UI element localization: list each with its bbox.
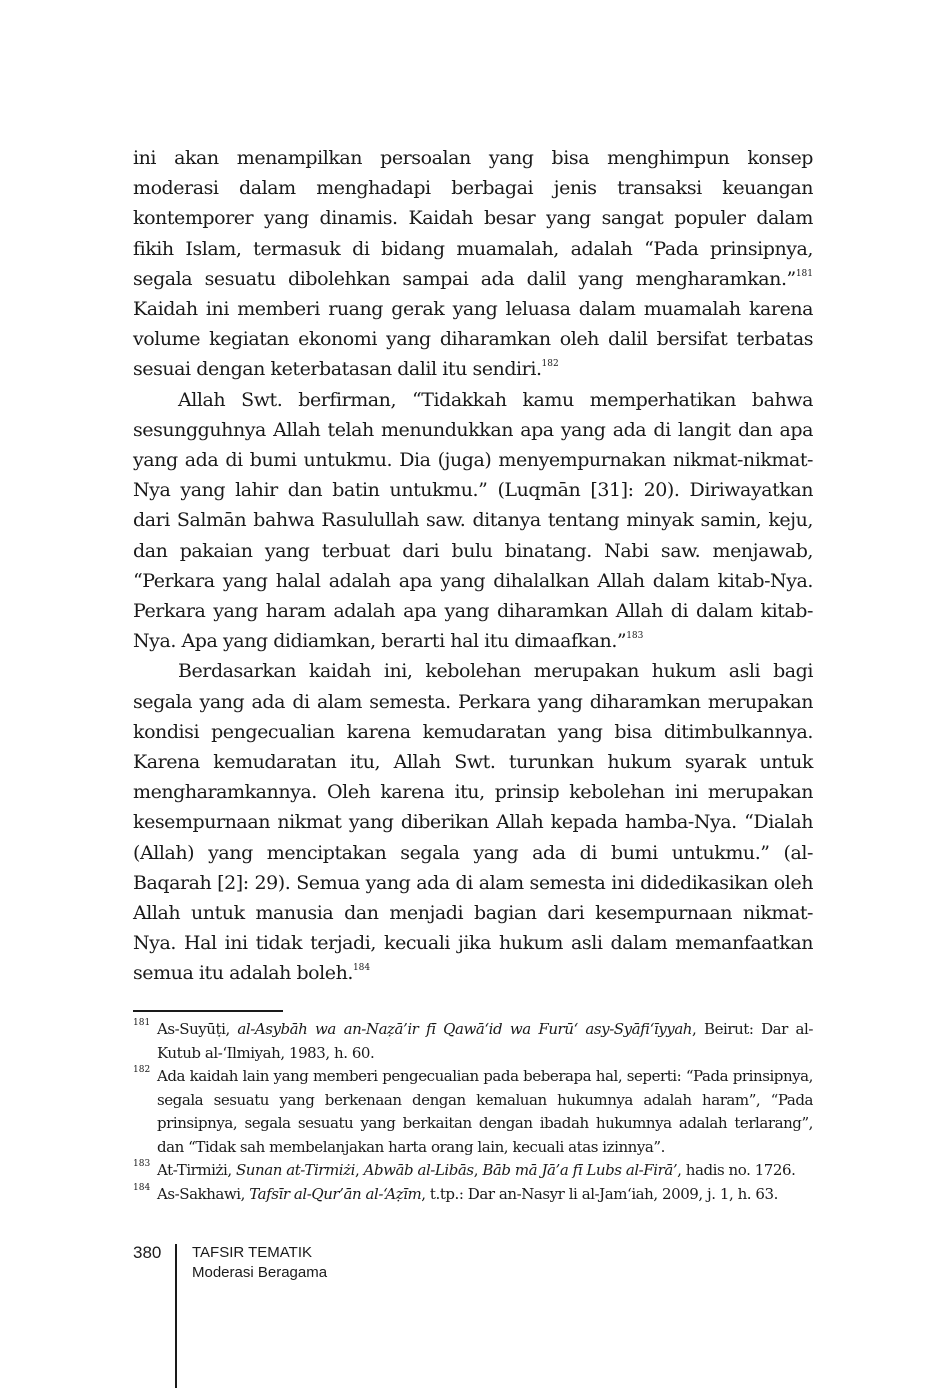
paragraph-text: Berdasarkan kaidah ini, kebolehan merupakan hukum asli bagi segala yang ada di alam semesta. Perkara yang diharamkan merupakan kondisi pengecualian karena kemudaratan yang bisa ditimbulkannya. Karena kemudaratan itu, Allah Swt. turunkan hukum syarak untuk mengharamkannya. Oleh karena itu, prinsip kebolehan ini merupakan kesempurnaan nikmat yang diberikan Allah kepada hamba-Nya. “Dialah (Allah) yang menciptakan segala yang ada di bumi untukmu.” (al-Baqarah [2]: 29). Semua yang ada di alam semesta ini didedikasikan oleh Allah untuk manusia dan menjadi bagian dari kesempurnaan nikmat-Nya. Hal ini tidak terjadi, kecuali jika hukum asli dalam memanfaatkan semua itu adalah boleh.: [133, 660, 813, 985]
footnote-ref-182[interactable]: 182: [541, 359, 559, 370]
paragraph-text: Kaidah ini memberi ruang gerak yang leluasa dalam muamalah karena volume kegiatan ekonomi yang diharamkan oleh dalil bersifat terbatas sesuai dengan keterbatasan dalil itu sendiri.: [133, 298, 813, 381]
paragraph-text: ini akan menampilkan persoalan yang bisa menghimpun konsep moderasi dalam menghadapi berbagai jenis transaksi keuangan kontemporer yang dinamis. Kaidah besar yang sangat populer dalam fikih Islam, termasuk di bidang muamalah, adalah “Pada prinsipnya, segala sesuatu dibolehkan sampai ada dalil yang mengharamkan.”: [133, 147, 813, 290]
main-text: [133, 143, 813, 989]
paragraph-3: [133, 656, 813, 988]
footnotes: [133, 1018, 813, 1206]
footnote-number: 183: [133, 1159, 151, 1169]
paragraph-text: Allah Swt. berfirman, “Tidakkah kamu memperhatikan bahwa sesungguhnya Allah telah menundukkan apa yang ada di langit dan apa yang ada di bumi untukmu. Dia (juga) menyempurnakan nikmat-nikmat-Nya yang lahir dan batin untukmu.” (Luqmān [31]: 20). Diriwayatkan dari Salmān bahwa Rasulullah saw. ditanya tentang minyak samin, keju, dan pakaian yang terbuat dari bulu binatang. Nabi saw. menjawab, “Perkara yang halal adalah apa yang dihalalkan Allah dalam kitab-Nya. Perkara yang haram adalah apa yang diharamkan Allah di dalam kitab-Nya. Apa yang didiamkan, berarti hal itu dimaafkan.”: [133, 388, 813, 653]
footnote-182: 182 Ada kaidah lain yang memberi pengecualian pada beberapa hal, seperti: “Pada prinsipnya, segala sesuatu yang berkenaan dengan kemaluan hukumnya adalah haram”, “Pada prinsipnya, segala sesuatu yang berkaitan dengan ibadah hukumnya adalah terlarang”, dan “Tidak sah membelanjakan harta orang lain, kecuali atas izinnya”.: [133, 1065, 813, 1156]
footnote-181: 181 As-Suyūṭi, al-Asybāh wa an-Naẓā’ir fī Qawā‘id wa Furū‘ asy-Syāfi‘īyyah, Beirut: Dar al-Kutub al-‘Ilmiyah, 1983, h. 60.: [133, 1018, 814, 1062]
paragraph-1: [133, 143, 813, 385]
footnote-183: 183 At-Tirmiżi, Sunan at-Tirmiżi, Abwāb al-Libās, Bāb mā Jā’a fī Lubs al-Firā’, hadis no. 1726.: [133, 1159, 796, 1179]
footnote-ref-183[interactable]: 183: [626, 631, 644, 642]
book-title: Moderasi Beragama: [192, 1264, 328, 1281]
page-number: 380: [133, 1243, 162, 1262]
footnote-number: 182: [133, 1065, 151, 1075]
paragraph-2: [133, 385, 813, 657]
footnote-184: 184 As-Sakhawi, Tafsīr al-Qur’ān al-‘Aẓīm, t.tp.: Dar an-Nasyr li al-Jam‘iah, 2009, j. 1, h. 63.: [133, 1182, 778, 1203]
footnote-divider: [133, 1010, 283, 1012]
running-head: [192, 1243, 327, 1283]
footnote-ref-184[interactable]: 184: [352, 963, 371, 974]
series-title: TAFSIR TEMATIK: [192, 1244, 313, 1261]
footnote-number: 184: [133, 1182, 151, 1193]
footnote-ref-181[interactable]: 181: [795, 268, 813, 279]
footnote-number: 181: [133, 1018, 151, 1028]
folio-divider: [175, 1244, 177, 1388]
